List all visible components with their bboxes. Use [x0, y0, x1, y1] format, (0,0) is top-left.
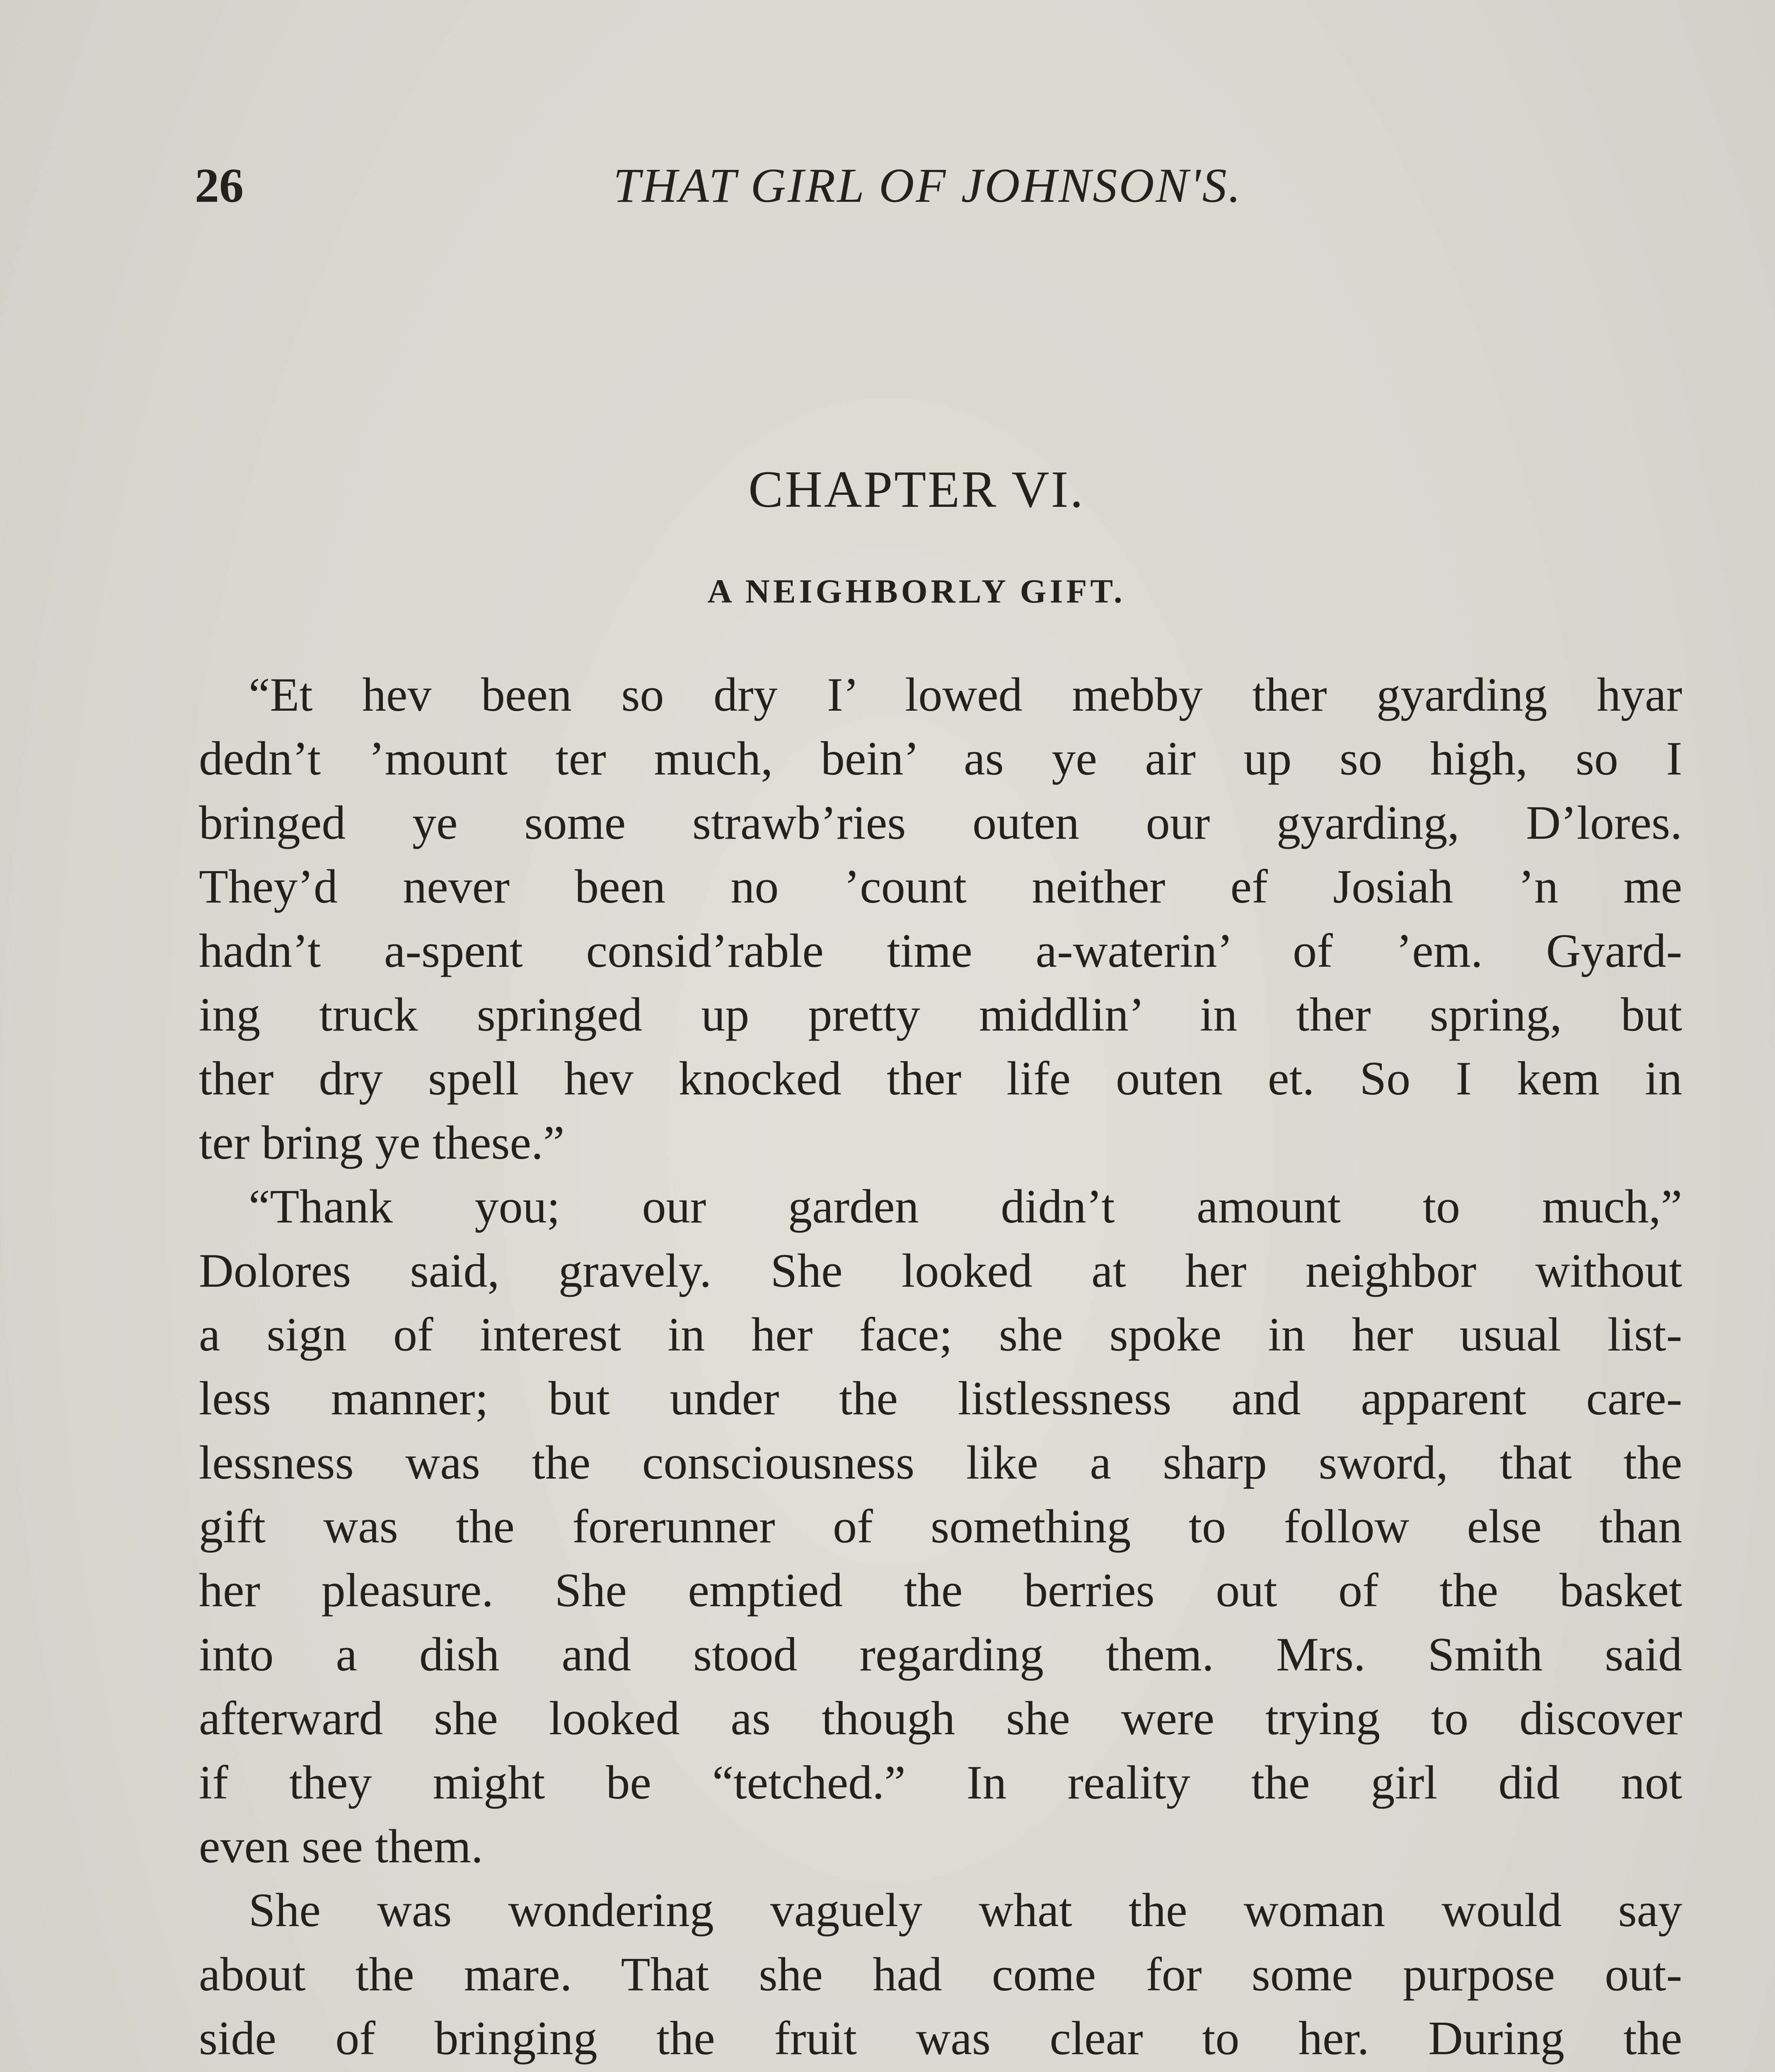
text-line: [199, 2071, 1682, 2072]
text-line: gift was the forerunner of something to follow else than: [199, 1500, 1682, 1554]
text-line: “Thank you; our garden didn’t amount to much,”: [249, 1180, 1682, 1234]
text-line: about the mare. That she had come for some purpose out-: [199, 1948, 1682, 2001]
chapter-body: [199, 663, 1682, 2072]
text-line: ing truck springed up pretty middlin’ in ther spring, but: [199, 988, 1682, 1041]
text-line: a sign of interest in her face; she spoke in her usual list-: [199, 1308, 1682, 1361]
text-line: if they might be “tetched.” In reality the girl did not: [199, 1756, 1682, 1809]
text-line: “Et hev been so dry I’ lowed mebby ther gyarding hyar: [249, 668, 1682, 721]
chapter-subtitle: A NEIGHBORLY GIFT.: [707, 572, 1126, 610]
text-line: hadn’t a-spent consid’rable time a-waterin’ of ’em. Gyard-: [199, 924, 1682, 978]
running-head: THAT GIRL OF JOHNSON'S.: [613, 158, 1243, 213]
chapter-title: CHAPTER VI.: [748, 461, 1085, 518]
text-line: lessness was the consciousness like a sharp sword, that the: [199, 1436, 1682, 1489]
text-line: Dolores said, gravely. She looked at her neighbor without: [199, 1244, 1682, 1297]
text-line: her pleasure. She emptied the berries out of the basket: [199, 1564, 1682, 1617]
text-line: ther dry spell hev knocked ther life outen et. So I kem in: [199, 1052, 1682, 1106]
text-line: afterward she looked as though she were trying to discover: [199, 1692, 1682, 1745]
text-line: ter bring ye these.”: [199, 1116, 565, 1169]
text-line: side of bringing the fruit was clear to her. During the: [199, 2012, 1682, 2065]
text-line: bringed ye some strawb’ries outen our gyarding, D’lores.: [199, 796, 1682, 850]
text-line: less manner; but under the listlessness and apparent care-: [199, 1372, 1682, 1426]
text-line: into a dish and stood regarding them. Mrs. Smith said: [199, 1628, 1682, 1681]
text-line: even see them.: [199, 1820, 484, 1874]
page-number: 26: [195, 158, 244, 213]
text-line: They’d never been no ’count neither ef Josiah ’n me: [199, 860, 1682, 914]
text-line: She was wondering vaguely what the woman would say: [249, 1884, 1682, 1937]
text-line: dedn’t ’mount ter much, bein’ as ye air up so high, so I: [199, 732, 1682, 786]
page-header: [195, 157, 1678, 224]
